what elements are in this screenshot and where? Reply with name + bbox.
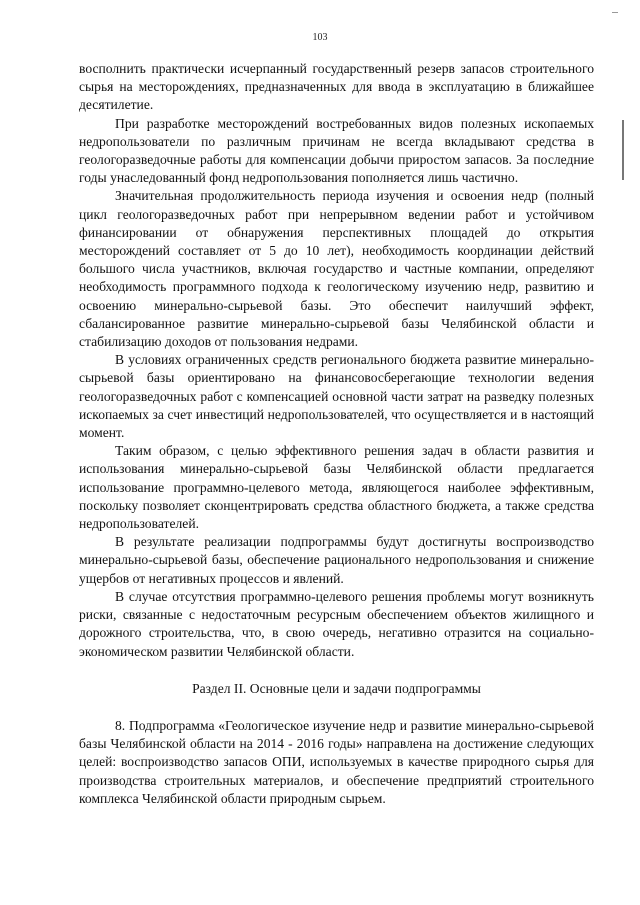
paragraph: Значительная продолжительность периода изучения и освоения недр (полный цикл геологоразведочных работ при непрерывном ведении работ и устойчивом финансировании от обнаружения перспективных площадей до открытия месторождений составляет от 5 до 10 лет), необходимость координации действий большого числа участников, включая государство и частные компании, определяют необходимость программного подхода к геологическому изучению недр, развитию и освоению минерально-сырьевой базы. Это обеспечит наилучший эффект, сбалансированное развитие минерально-сырьевой базы Челябинской области и стабилизацию доходов от пользования недрами.	[79, 188, 594, 350]
paragraph: восполнить практически исчерпанный государственный резерв запасов строительного сырья на месторождениях, предназначенных для ввода в эксплуатацию в ближайшее десятилетие.	[79, 61, 594, 113]
page-number: 103	[312, 32, 328, 43]
scan-mark	[622, 120, 624, 180]
scan-mark	[612, 12, 618, 13]
paragraph: При разработке месторождений востребованных видов полезных ископаемых недропользователи по различным причинам не всегда вкладывают средства в геологоразведочные работы для компенсации добычи приростом запасов. За последние годы унаследованный фонд недропользования пополняется лишь частично.	[79, 115, 594, 186]
section-paragraph: 8. Подпрограмма «Геологическое изучение недр и развитие минерально-сырьевой базы Челябинской области на 2014 - 2016 годы» направлена на достижение следующих целей: воспроизводство запасов ОПИ, используемых в качестве природного сырья для производства строительных материалов, и обеспечение предприятий строительного комплекса Челябинской области природным сырьем.	[79, 717, 594, 806]
paragraph: Таким образом, с целью эффективного решения задач в области развития и использования минерально-сырьевой базы Челябинской области предлагается использование программно-целевого метода, являющегося наиболее эффективным, поскольку позволяет сконцентрировать средства областного бюджета, а также средства недропользователей.	[79, 443, 594, 532]
document-body	[79, 60, 594, 808]
paragraph: В условиях ограниченных средств регионального бюджета развитие минерально-сырьевой базы ориентировано на финансовосберегающие технологии ведения геологоразведочных работ с компенсацией основной части затрат на разведку полезных ископаемых за счет инвестиций недропользователей, что осуществляется и в настоящий момент.	[79, 352, 594, 441]
section-heading: Раздел II. Основные цели и задачи подпрограммы	[192, 680, 481, 696]
paragraph: В результате реализации подпрограммы будут достигнуты воспроизводство минерально-сырьевой базы, обеспечение рационального недропользования и снижение ущербов от негативных процессов и явлений.	[79, 534, 594, 586]
paragraph: В случае отсутствия программно-целевого решения проблемы могут возникнуть риски, связанные с недостаточным ресурсным обеспечением объектов жилищного и дорожного строительства, что, в свою очередь, негативно отразится на социально-экономическом развитии Челябинской области.	[79, 588, 594, 659]
